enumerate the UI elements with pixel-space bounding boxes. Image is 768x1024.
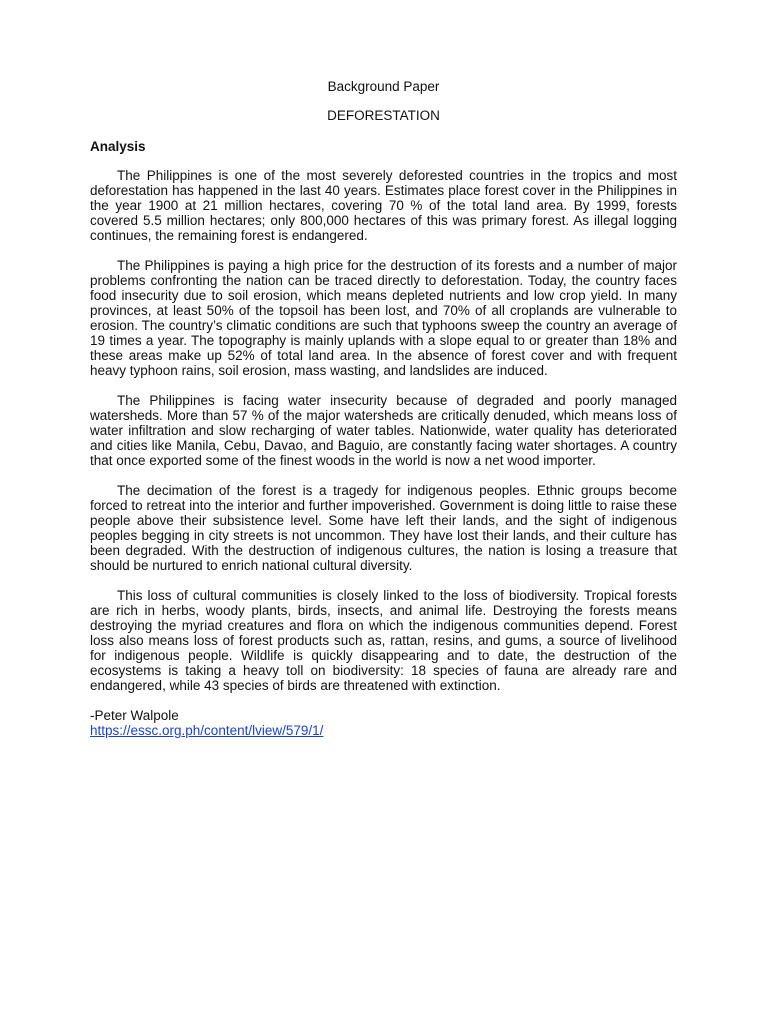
paragraph-food-insecurity: The Philippines is paying a high price for the destruction of its forests and a number of major problems confronting the nation can be traced directly to deforestation. Today, the country faces food insecurity due to soil erosion, which means depleted nutrients and low crop yield. In many provinces, at least 50% of the topsoil has been lost, and 70% of all croplands are vulnerable to erosion. The country’s climatic conditions are such that typhoons sweep the country an average of 19 times a year. The topography is mainly uplands with a slope equal to or greater than 18% and these areas make up 52% of total land area. In the absence of forest cover and with frequent heavy typhoon rains, soil erosion, mass wasting, and landslides are induced. (90, 258, 677, 378)
document-title: DEFORESTATION (327, 108, 440, 123)
author-signature: -Peter Walpole (90, 708, 179, 723)
paragraph-forest-cover: The Philippines is one of the most severely deforested countries in the tropics and most deforestation has happened in the last 40 years. Estimates place forest cover in the Philippines in the year 1900 at 21 million hectares, covering 70 % of the total land area. By 1999, forests covered 5.5 million hectares; only 800,000 hectares of this was primary forest. As illegal logging continues, the remaining forest is endangered. (90, 168, 677, 243)
source-link[interactable]: https://essc.org.ph/content/lview/579/1/ (90, 723, 324, 738)
document-body (90, 168, 677, 738)
section-heading: Analysis (90, 139, 146, 154)
document-subtitle: Background Paper (327, 79, 440, 94)
paragraph-indigenous-peoples: The decimation of the forest is a tragedy for indigenous peoples. Ethnic groups become forced to retreat into the interior and further impoverished. Government is doing little to raise these people above their subsistence level. Some have left their lands, and the sight of indigenous peoples begging in city streets is not uncommon. They have lost their lands, and their culture has been degraded. With the destruction of indigenous cultures, the nation is losing a treasure that should be nurtured to enrich national cultural diversity. (90, 483, 677, 573)
paragraph-biodiversity: This loss of cultural communities is closely linked to the loss of biodiversity. Tropical forests are rich in herbs, woody plants, birds, insects, and animal life. Destroying the forests means destroying the myriad creatures and flora on which the indigenous communities depend. Forest loss also means loss of forest products such as, rattan, resins, and gums, a source of livelihood for indigenous people. Wildlife is quickly disappearing and to date, the destruction of the ecosystems is taking a heavy toll on biodiversity: 18 species of fauna are already rare and endangered, while 43 species of birds are threatened with extinction. (90, 588, 677, 693)
paragraph-water-insecurity: The Philippines is facing water insecurity because of degraded and poorly managed watersheds. More than 57 % of the major watersheds are critically denuded, which means loss of water infiltration and slow recharging of water tables. Nationwide, water quality has deteriorated and cities like Manila, Cebu, Davao, and Baguio, are constantly facing water shortages. A country that once exported some of the finest woods in the world is now a net wood importer. (90, 393, 677, 468)
